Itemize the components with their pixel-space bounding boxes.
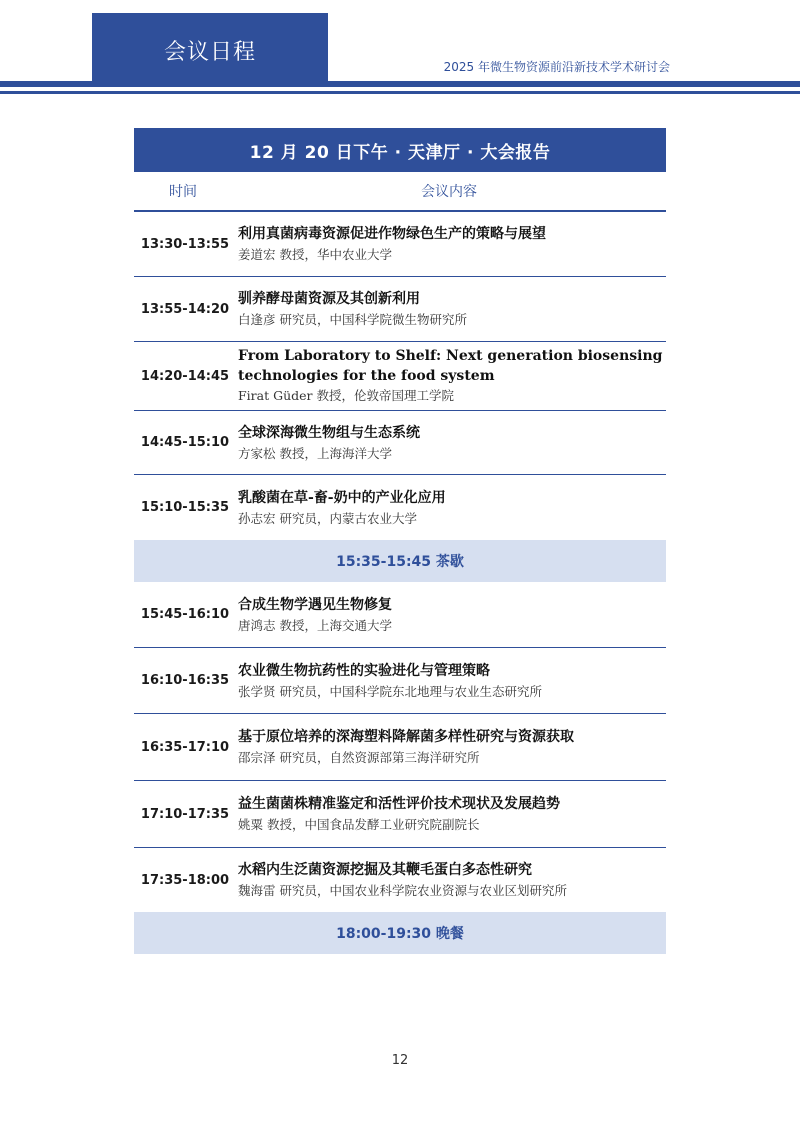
row-time: 15:10-15:35 [140,500,230,515]
talk-title: 驯养酵母菌资源及其创新利用 [238,291,420,307]
section-title: 会议日程 [163,40,256,65]
row-time: 16:10-16:35 [140,673,230,688]
talk-title: 利用真菌病毒资源促进作物绿色生产的策略与展望 [238,226,546,242]
speaker-info: 邵宗泽 研究员，自然资源部第三海洋研究所 [238,750,480,765]
conference-name: 2025 年微生物资源前沿新技术学术研讨会 [443,60,670,74]
column-time-header: 时间 [169,184,197,200]
header-rule [0,81,800,87]
talk-title: 全球深海微生物组与生态系统 [238,424,420,441]
dinner-row: 18:00-19:30 晚餐 [134,912,666,954]
speaker-info: Firat Güder 教授，伦敦帝国理工学院 [238,388,454,403]
schedule-row [134,277,666,342]
schedule-row [134,411,666,475]
schedule-row [134,848,666,912]
speaker-info: 唐鸿志 教授，上海交通大学 [238,617,392,633]
schedule-row [134,582,666,648]
section-tab [92,13,328,81]
schedule-row [134,475,666,540]
talk-title: 合成生物学遇见生物修复 [238,596,392,613]
speaker-info: 方家松 教授，上海海洋大学 [238,445,392,461]
talk-title: From Laboratory to Shelf: Next generation biosensing technologies for the food system [238,348,663,384]
schedule-row [134,714,666,781]
speaker-info: 张学贤 研究员，中国科学院东北地理与农业生态研究所 [238,683,542,699]
talk-title: 水稻内生泛菌资源挖掘及其鞭毛蛋白多态性研究 [238,862,532,878]
talk-title: 益生菌菌株精准鉴定和活性评价技术现状及发展趋势 [238,796,560,812]
row-time: 15:45-16:10 [140,607,230,622]
talk-title: 农业微生物抗药性的实验进化与管理策略 [238,662,490,679]
schedule-row [134,781,666,848]
row-time: 17:35-18:00 [140,872,230,888]
talk-title: 基于原位培养的深海塑料降解菌多样性研究与资源获取 [238,729,574,745]
session-banner: 12 月 20 日下午 · 天津厅 · 大会报告 [134,128,666,172]
page-number: 12 [391,1053,409,1068]
row-time: 13:55-14:20 [140,301,230,317]
speaker-info: 孙志宏 研究员，内蒙古农业大学 [238,510,417,526]
column-header [134,172,666,212]
talk-title: 乳酸菌在草-畜-奶中的产业化应用 [238,489,446,506]
header-rule-thin [0,91,800,94]
row-time: 17:10-17:35 [140,806,230,822]
schedule-table [134,128,666,954]
row-time: 14:45-15:10 [140,435,230,450]
schedule-row [134,648,666,714]
row-time: 14:20-14:45 [140,368,230,384]
row-time: 13:30-13:55 [140,236,230,252]
speaker-info: 姜道宏 教授，华中农业大学 [238,247,392,262]
schedule-row [134,212,666,277]
tea-break-row: 15:35-15:45 茶歇 [134,540,666,582]
speaker-info: 白逢彦 研究员，中国科学院微生物研究所 [238,312,467,327]
column-content-header: 会议内容 [421,184,477,200]
schedule-row [134,342,666,411]
speaker-info: 魏海雷 研究员，中国农业科学院农业资源与农业区划研究所 [238,883,567,898]
row-time: 16:35-17:10 [140,739,230,755]
speaker-info: 姚粟 教授，中国食品发酵工业研究院副院长 [238,817,480,832]
